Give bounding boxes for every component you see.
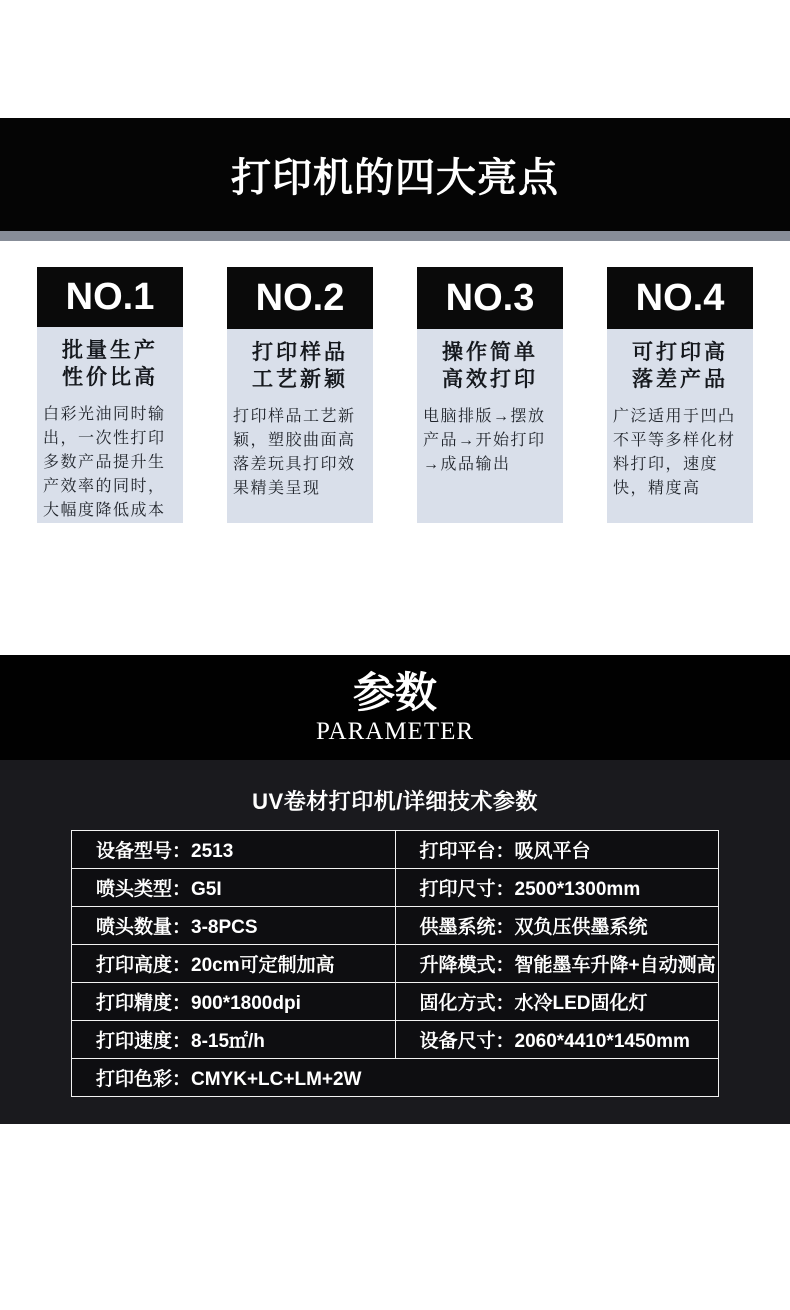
highlight-card-3 — [417, 267, 563, 523]
card-1-subtitle-line1: 批量生产 — [62, 339, 158, 362]
card-2-content — [227, 329, 373, 523]
spec-cell-head-count: 喷头数量：3-8PCS — [72, 907, 396, 945]
card-2-subtitle-line2: 工艺新颖 — [252, 368, 348, 391]
card-3-content — [417, 329, 563, 523]
spec-table — [71, 830, 719, 1097]
card-2-subtitle — [233, 339, 367, 393]
card-2-number: NO.2 — [227, 267, 373, 329]
spec-table-title: UV卷材打印机/详细技术参数 — [252, 789, 538, 814]
parameters-title-cn: 参数 — [352, 668, 437, 716]
spec-cell-curing: 固化方式：水冷LED固化灯 — [395, 983, 719, 1021]
card-3-description: 电脑排版→摆放产品→开始打印→成品输出 — [423, 408, 546, 473]
card-4-subtitle — [613, 339, 747, 393]
card-3-number: NO.3 — [417, 267, 563, 329]
spec-row-2 — [72, 869, 719, 907]
spec-cell-ink-system: 供墨系统：双负压供墨系统 — [395, 907, 719, 945]
parameters-section — [0, 760, 790, 1124]
card-1-number: NO.1 — [37, 267, 183, 327]
spec-cell-print-size: 打印尺寸：2500*1300mm — [395, 869, 719, 907]
card-1-content — [37, 327, 183, 523]
highlight-cards — [0, 267, 790, 523]
card-4-number: NO.4 — [607, 267, 753, 329]
highlights-banner — [0, 118, 790, 231]
spec-cell-platform: 打印平台：吸风平台 — [395, 831, 719, 869]
card-4-subtitle-line1: 可打印高 — [632, 341, 728, 364]
spec-cell-colors: 打印色彩：CMYK+LC+LM+2W — [72, 1059, 719, 1097]
card-2-subtitle-line1: 打印样品 — [252, 341, 348, 364]
banner-divider — [0, 231, 790, 241]
spec-row-3 — [72, 907, 719, 945]
spec-cell-precision: 打印精度：900*1800dpi — [72, 983, 396, 1021]
card-4-subtitle-line2: 落差产品 — [632, 368, 728, 391]
spec-row-6 — [72, 1021, 719, 1059]
highlights-title: 打印机的四大亮点 — [231, 156, 559, 200]
parameters-title-en: PARAMETER — [315, 717, 475, 745]
card-4-content — [607, 329, 753, 523]
spec-cell-machine-size: 设备尺寸：2060*4410*1450mm — [395, 1021, 719, 1059]
highlight-card-1 — [37, 267, 183, 523]
card-1-subtitle-line2: 性价比高 — [62, 366, 158, 389]
spec-row-5 — [72, 983, 719, 1021]
spec-cell-speed: 打印速度：8-15㎡/h — [72, 1021, 396, 1059]
card-1-subtitle — [43, 337, 177, 391]
card-3-subtitle — [423, 339, 557, 393]
card-3-subtitle-line2: 高效打印 — [442, 368, 538, 391]
card-4-description: 广泛适用于凹凸不平等多样化材料打印，速度快，精度高 — [613, 408, 736, 497]
spec-cell-model: 设备型号：2513 — [72, 831, 396, 869]
spec-row-4 — [72, 945, 719, 983]
highlight-card-2 — [227, 267, 373, 523]
highlight-card-4 — [607, 267, 753, 523]
spec-row-1 — [72, 831, 719, 869]
spec-cell-head-type: 喷头类型：G5I — [72, 869, 396, 907]
spec-row-7 — [72, 1059, 719, 1097]
card-2-description: 打印样品工艺新颖，塑胶曲面高落差玩具打印效果精美呈现 — [233, 408, 356, 497]
parameters-header — [0, 655, 790, 760]
spec-cell-print-height: 打印高度：20cm可定制加高 — [72, 945, 396, 983]
product-detail-page — [0, 118, 790, 1310]
spec-cell-lift-mode: 升降模式：智能墨车升降+自动测高 — [395, 945, 719, 983]
card-1-description: 白彩光油同时输出，一次性打印多数产品提升生产效率的同时，大幅度降低成本 — [43, 406, 166, 519]
card-3-subtitle-line1: 操作简单 — [442, 341, 538, 364]
